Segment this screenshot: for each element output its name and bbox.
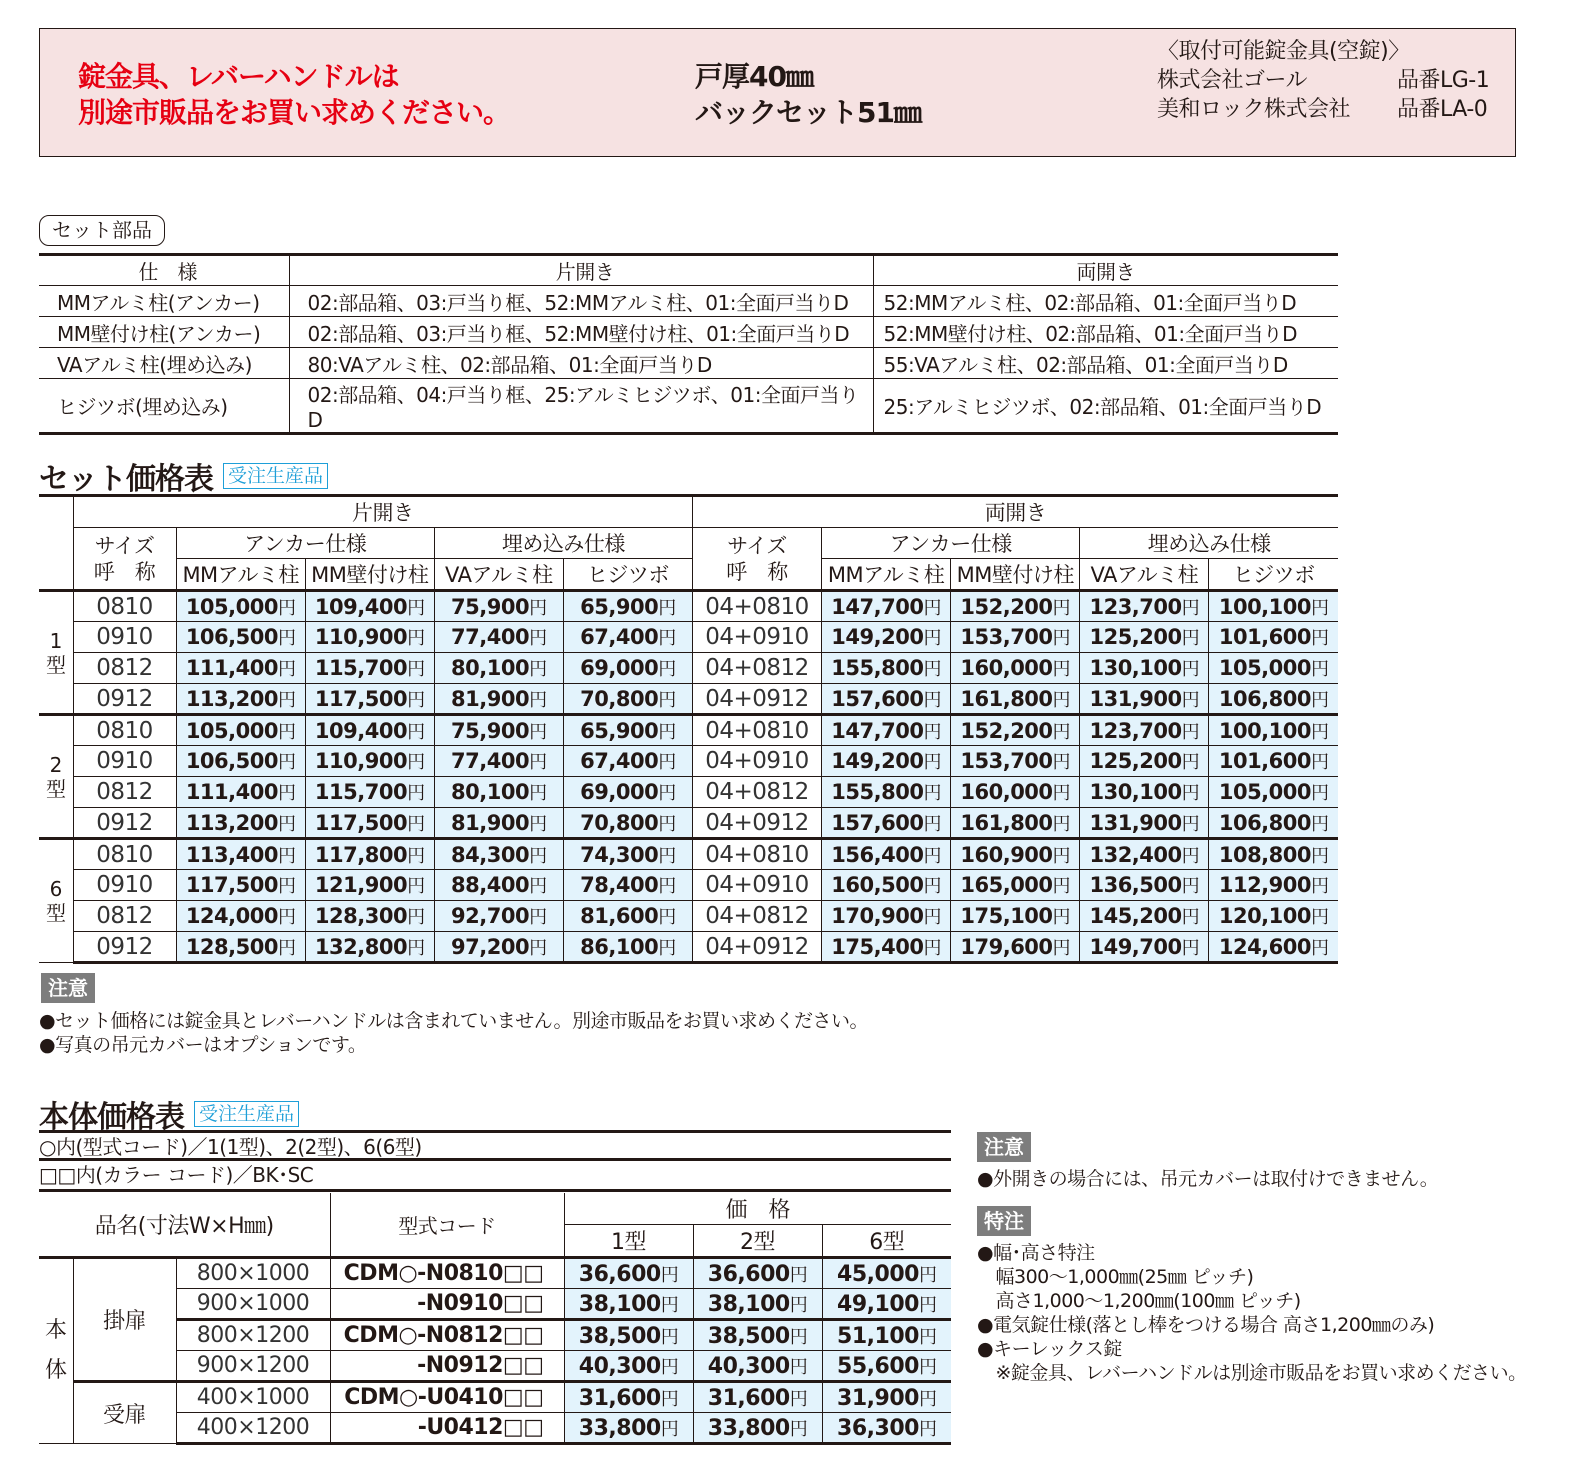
price-cell: 106,500円 xyxy=(176,746,305,777)
price-cell: 149,200円 xyxy=(822,746,951,777)
caution-notes: ●外開きの場合には、吊元カバーは取付けできません。 xyxy=(977,1168,1439,1190)
price-cell: 131,900円 xyxy=(1080,684,1209,715)
type-label: 6 型 xyxy=(39,839,73,963)
compatible-locks: 〈取付可能錠金具(空錠)〉 株式会社ゴール 品番LG-1 美和ロック株式会社 品番LA-0 xyxy=(1157,39,1490,122)
set-price-table: 片開き 両開き サイズ 呼 称 アンカー仕様 埋め込み仕様 サイズ 呼 称 アンカー仕様 埋め込み仕様 MMアルミ柱 MM壁付け柱 VAアルミ柱 ヒジツボ MMアルミ柱 MM壁付け柱 VAアルミ柱 ヒジツボ 1 型 0810 105,000円 109,400円 75,900円 65,900円 04+0810 147,700円 152,200円 123,700円 100,100円 0910 106,500円 110,900円 77,400円 67,400円 04+0910 149,200円 153,700円 125,200円 101,600円 0812 111,400円 115,700円 80,100円 69,000円 04+0812 155,800円 160,000円 130,100円 105,000円 0912 113,200円 117,500円 81,900円 70,800円 04+0912 157,600円 161,800円 131,900円 106,800円 2 型 0810 105,000円 109,400円 75,900円 65,900円 04+0810 147,700円 152,200円 123,700円 100,100円 0910 106,500円 110,900円 77,400円 67,400円 04+0910 149,200円 153,700円 125,200円 101,600円 0812 111,400円 115,700円 80,100円 69,000円 04+0812 155,800円 160,000円 130,100円 105,000円 0912 113,200円 117,500円 81,900円 70,800円 04+0912 157,600円 161,800円 131,900円 106,800円 6 型 0810 113,400円 117,800円 84,300円 74,300円 04+0810 156,400円 160,900円 132,400円 108,800円 0910 117,500円 121,900円 88,400円 78,400円 04+0910 160,500円 165,000円 136,500円 112,900円 0812 124,000円 128,300円 92,700円 81,600円 04+0812 170,900円 175,100円 145,200円 120,100円 0912 128,500円 132,800円 97,200円 86,100円 04+0912 175,400円 179,600円 149,700円 124,600円 xyxy=(39,494,1338,964)
category-label: 本 体 xyxy=(39,1258,73,1444)
column-header: MM壁付け柱 xyxy=(305,559,434,591)
set-parts-label: セット部品 xyxy=(39,215,165,246)
price-cell: 117,500円 xyxy=(305,684,434,715)
price-cell: 31,900円 xyxy=(822,1382,951,1413)
price-cell: 77,400円 xyxy=(434,746,563,777)
set-parts-table: 仕 様 片開き 両開き MMアルミ柱(アンカー) 02:部品箱、03:戸当り框、52:MMアルミ柱、01:全面戸当りD 52:MMアルミ柱、02:部品箱、01:全面戸当りD MM壁付け柱(アンカー) 02:部品箱、03:戸当り框、52:MM壁付け柱、01:全面戸当りD 52:MM壁付け柱、02:部品箱、01:全面戸当りD VAアルミ柱(埋め込み) 80:VAアルミ柱、02:部品箱、01:全面戸当りD 55:VAアルミ柱、02:部品箱、01:全面戸当りD ヒジツボ(埋め込み) 02:部品箱、04:戸当り框、25:アルミヒジツボ、01:全面戸当りD 25:アルミヒジツボ、02:部品箱、01:全面戸当りD xyxy=(39,253,1338,435)
type-header: 2型 xyxy=(693,1225,822,1258)
price-cell: 124,000円 xyxy=(176,901,305,932)
body-row: 900×1200 -N0912□□ 40,300円 40,300円 55,600円 xyxy=(39,1351,951,1382)
price-cell: 74,300円 xyxy=(563,839,692,870)
price-cell: 77,400円 xyxy=(434,622,563,653)
price-cell: 153,700円 xyxy=(951,746,1080,777)
price-cell: 152,200円 xyxy=(951,715,1080,746)
price-cell: 156,400円 xyxy=(822,839,951,870)
price-row: 6 型 0810 113,400円 117,800円 84,300円 74,300円 04+0810 156,400円 160,900円 132,400円 108,800円 xyxy=(39,839,1338,870)
info-banner xyxy=(39,28,1516,157)
parts-row: VAアルミ柱(埋め込み) 80:VAアルミ柱、02:部品箱、01:全面戸当りD 55:VAアルミ柱、02:部品箱、01:全面戸当りD xyxy=(39,348,1338,379)
price-cell: 105,000円 xyxy=(176,591,305,622)
price-cell: 155,800円 xyxy=(822,777,951,808)
price-cell: 33,800円 xyxy=(693,1413,822,1444)
price-row: 0912 113,200円 117,500円 81,900円 70,800円 04+0912 157,600円 161,800円 131,900円 106,800円 xyxy=(39,808,1338,839)
set-notes: ●セット価格には錠金具とレバーハンドルは含まれていません。別途市販品をお買い求めください。 ●写真の吊元カバーはオプションです。 xyxy=(39,1010,868,1056)
price-cell: 161,800円 xyxy=(951,684,1080,715)
price-cell: 147,700円 xyxy=(822,715,951,746)
price-cell: 113,200円 xyxy=(176,808,305,839)
price-cell: 97,200円 xyxy=(434,932,563,963)
price-row: 0812 111,400円 115,700円 80,100円 69,000円 04+0812 155,800円 160,000円 130,100円 105,000円 xyxy=(39,653,1338,684)
price-cell: 31,600円 xyxy=(693,1382,822,1413)
price-cell: 40,300円 xyxy=(564,1351,693,1382)
price-cell: 115,700円 xyxy=(305,777,434,808)
price-cell: 111,400円 xyxy=(176,777,305,808)
price-cell: 152,200円 xyxy=(951,591,1080,622)
price-cell: 100,100円 xyxy=(1209,715,1338,746)
price-cell: 80,100円 xyxy=(434,777,563,808)
price-cell: 49,100円 xyxy=(822,1289,951,1320)
price-cell: 92,700円 xyxy=(434,901,563,932)
price-cell: 124,600円 xyxy=(1209,932,1338,963)
price-cell: 70,800円 xyxy=(563,684,692,715)
price-cell: 132,400円 xyxy=(1080,839,1209,870)
price-cell: 105,000円 xyxy=(1209,777,1338,808)
body-row: 受扉 400×1000 CDM○-U0410□□ 31,600円 31,600円 31,900円 xyxy=(39,1382,951,1413)
price-cell: 165,000円 xyxy=(951,870,1080,901)
column-header: MM壁付け柱 xyxy=(951,559,1080,591)
caution-label-2: 注意 xyxy=(977,1132,1031,1162)
type-header: 1型 xyxy=(564,1225,693,1258)
door-specs: 戸厚40㎜ バックセット51㎜ xyxy=(695,60,921,129)
price-cell: 149,200円 xyxy=(822,622,951,653)
price-cell: 86,100円 xyxy=(563,932,692,963)
column-header: ヒジツボ xyxy=(1209,559,1338,591)
set-price-title: セット価格表 受注生産品 xyxy=(39,454,328,498)
column-header: VAアルミ柱 xyxy=(434,559,563,591)
price-cell: 125,200円 xyxy=(1080,622,1209,653)
price-cell: 117,500円 xyxy=(305,808,434,839)
body-price-table: 品名(寸法W×H㎜) 型式コード 価 格 1型 2型 6型 本 体 掛扉 800×1000 CDM○-N0810□□ 36,600円 36,600円 45,000円 900×1000 -N0910□□ 38,100円 38,100円 49,100円 800×1200 CDM○-N0812□□ 38,500円 38,500円 51,100円 900×1200 -N0912□□ 40,300円 40,300円 55,600円 受扉 400×1000 CDM○-U0410□□ 31,600円 31,600円 31,900円 400×1200 -U0412□□ 33,800円 33,800円 36,300円 xyxy=(39,1193,951,1445)
body-row: 900×1000 -N0910□□ 38,100円 38,100円 49,100円 xyxy=(39,1289,951,1320)
body-price-title: 本体価格表 受注生産品 xyxy=(39,1092,299,1136)
price-cell: 100,100円 xyxy=(1209,591,1338,622)
price-row: 0912 113,200円 117,500円 81,900円 70,800円 04+0912 157,600円 161,800円 131,900円 106,800円 xyxy=(39,684,1338,715)
price-row: 2 型 0810 105,000円 109,400円 75,900円 65,900円 04+0810 147,700円 152,200円 123,700円 100,100円 xyxy=(39,715,1338,746)
price-cell: 36,600円 xyxy=(564,1258,693,1289)
price-cell: 33,800円 xyxy=(564,1413,693,1444)
price-cell: 175,100円 xyxy=(951,901,1080,932)
price-cell: 111,400円 xyxy=(176,653,305,684)
price-cell: 105,000円 xyxy=(176,715,305,746)
price-cell: 155,800円 xyxy=(822,653,951,684)
price-cell: 108,800円 xyxy=(1209,839,1338,870)
price-cell: 109,400円 xyxy=(305,715,434,746)
price-cell: 69,000円 xyxy=(563,653,692,684)
type-label: 2 型 xyxy=(39,715,73,839)
price-cell: 160,000円 xyxy=(951,777,1080,808)
price-cell: 175,400円 xyxy=(822,932,951,963)
size-header: サイズ 呼 称 xyxy=(692,528,821,591)
price-cell: 136,500円 xyxy=(1080,870,1209,901)
price-cell: 113,400円 xyxy=(176,839,305,870)
price-cell: 153,700円 xyxy=(951,622,1080,653)
price-cell: 101,600円 xyxy=(1209,746,1338,777)
special-order-notes: ●幅･高さ特注 幅300～1,000㎜(25㎜ ピッチ) 高さ1,000～1,200㎜(100㎜ ピッチ) ●電気錠仕様(落とし棒をつける場合 高さ1,200㎜のみ) ●キーレックス錠 ※錠金具、レバーハンドルは別途市販品をお買い求めください。 xyxy=(977,1242,1527,1384)
size-header: サイズ 呼 称 xyxy=(73,528,176,591)
caution-label: 注意 xyxy=(41,973,95,1003)
made-to-order-tag: 受注生産品 xyxy=(194,1101,299,1127)
price-cell: 36,600円 xyxy=(693,1258,822,1289)
price-cell: 123,700円 xyxy=(1080,591,1209,622)
price-cell: 65,900円 xyxy=(563,591,692,622)
price-cell: 117,800円 xyxy=(305,839,434,870)
price-cell: 84,300円 xyxy=(434,839,563,870)
price-cell: 38,100円 xyxy=(693,1289,822,1320)
column-header: MMアルミ柱 xyxy=(176,559,305,591)
price-cell: 131,900円 xyxy=(1080,808,1209,839)
price-cell: 132,800円 xyxy=(305,932,434,963)
price-row: 0912 128,500円 132,800円 97,200円 86,100円 04+0912 175,400円 179,600円 149,700円 124,600円 xyxy=(39,932,1338,963)
price-cell: 67,400円 xyxy=(563,622,692,653)
price-cell: 170,900円 xyxy=(822,901,951,932)
column-header: MMアルミ柱 xyxy=(822,559,951,591)
price-cell: 130,100円 xyxy=(1080,777,1209,808)
price-cell: 45,000円 xyxy=(822,1258,951,1289)
price-row: 0910 106,500円 110,900円 77,400円 67,400円 04+0910 149,200円 153,700円 125,200円 101,600円 xyxy=(39,746,1338,777)
price-cell: 147,700円 xyxy=(822,591,951,622)
code-legend: ○内(型式コード)／1(1型)、2(2型)、6(6型) □□内(カラー コード)／BK･SC xyxy=(39,1130,951,1192)
price-cell: 121,900円 xyxy=(305,870,434,901)
price-cell: 125,200円 xyxy=(1080,746,1209,777)
price-cell: 55,600円 xyxy=(822,1351,951,1382)
price-cell: 112,900円 xyxy=(1209,870,1338,901)
price-cell: 81,900円 xyxy=(434,684,563,715)
price-cell: 78,400円 xyxy=(563,870,692,901)
price-cell: 128,300円 xyxy=(305,901,434,932)
price-cell: 69,000円 xyxy=(563,777,692,808)
price-cell: 128,500円 xyxy=(176,932,305,963)
price-cell: 123,700円 xyxy=(1080,715,1209,746)
price-cell: 113,200円 xyxy=(176,684,305,715)
price-cell: 106,500円 xyxy=(176,622,305,653)
warning-text: 錠金具、レバーハンドルは 別途市販品をお買い求めください。 xyxy=(78,60,511,129)
price-cell: 75,900円 xyxy=(434,715,563,746)
price-cell: 109,400円 xyxy=(305,591,434,622)
parts-row: MMアルミ柱(アンカー) 02:部品箱、03:戸当り框、52:MMアルミ柱、01:全面戸当りD 52:MMアルミ柱、02:部品箱、01:全面戸当りD xyxy=(39,286,1338,317)
column-header: VAアルミ柱 xyxy=(1080,559,1209,591)
price-cell: 36,300円 xyxy=(822,1413,951,1444)
column-header: ヒジツボ xyxy=(563,559,692,591)
price-cell: 106,800円 xyxy=(1209,684,1338,715)
parts-row: ヒジツボ(埋め込み) 02:部品箱、04:戸当り框、25:アルミヒジツボ、01:全面戸当りD 25:アルミヒジツボ、02:部品箱、01:全面戸当りD xyxy=(39,379,1338,434)
price-row: 1 型 0810 105,000円 109,400円 75,900円 65,900円 04+0810 147,700円 152,200円 123,700円 100,100円 xyxy=(39,591,1338,622)
price-cell: 70,800円 xyxy=(563,808,692,839)
price-cell: 120,100円 xyxy=(1209,901,1338,932)
type-label: 1 型 xyxy=(39,591,73,715)
price-cell: 130,100円 xyxy=(1080,653,1209,684)
price-cell: 40,300円 xyxy=(693,1351,822,1382)
price-cell: 88,400円 xyxy=(434,870,563,901)
price-cell: 101,600円 xyxy=(1209,622,1338,653)
price-cell: 160,500円 xyxy=(822,870,951,901)
parts-row: MM壁付け柱(アンカー) 02:部品箱、03:戸当り框、52:MM壁付け柱、01:全面戸当りD 52:MM壁付け柱、02:部品箱、01:全面戸当りD xyxy=(39,317,1338,348)
price-cell: 75,900円 xyxy=(434,591,563,622)
price-cell: 31,600円 xyxy=(564,1382,693,1413)
body-row: 800×1200 CDM○-N0812□□ 38,500円 38,500円 51,100円 xyxy=(39,1320,951,1351)
price-cell: 67,400円 xyxy=(563,746,692,777)
price-cell: 160,900円 xyxy=(951,839,1080,870)
price-cell: 80,100円 xyxy=(434,653,563,684)
price-cell: 81,600円 xyxy=(563,901,692,932)
price-cell: 38,500円 xyxy=(693,1320,822,1351)
price-row: 0910 106,500円 110,900円 77,400円 67,400円 04+0910 149,200円 153,700円 125,200円 101,600円 xyxy=(39,622,1338,653)
price-cell: 117,500円 xyxy=(176,870,305,901)
price-cell: 38,100円 xyxy=(564,1289,693,1320)
price-cell: 65,900円 xyxy=(563,715,692,746)
price-cell: 81,900円 xyxy=(434,808,563,839)
price-row: 0812 124,000円 128,300円 92,700円 81,600円 04+0812 170,900円 175,100円 145,200円 120,100円 xyxy=(39,901,1338,932)
price-cell: 149,700円 xyxy=(1080,932,1209,963)
price-row: 0910 117,500円 121,900円 88,400円 78,400円 04+0910 160,500円 165,000円 136,500円 112,900円 xyxy=(39,870,1338,901)
body-row: 本 体 掛扉 800×1000 CDM○-N0810□□ 36,600円 36,600円 45,000円 xyxy=(39,1258,951,1289)
made-to-order-tag: 受注生産品 xyxy=(223,463,328,489)
price-cell: 110,900円 xyxy=(305,622,434,653)
price-cell: 38,500円 xyxy=(564,1320,693,1351)
price-cell: 161,800円 xyxy=(951,808,1080,839)
price-cell: 160,000円 xyxy=(951,653,1080,684)
price-cell: 157,600円 xyxy=(822,684,951,715)
price-cell: 51,100円 xyxy=(822,1320,951,1351)
special-order-label: 特注 xyxy=(977,1206,1031,1236)
body-row: 400×1200 -U0412□□ 33,800円 33,800円 36,300円 xyxy=(39,1413,951,1444)
price-cell: 179,600円 xyxy=(951,932,1080,963)
price-cell: 157,600円 xyxy=(822,808,951,839)
price-cell: 105,000円 xyxy=(1209,653,1338,684)
price-cell: 145,200円 xyxy=(1080,901,1209,932)
compatible-row: 株式会社ゴール 品番LG-1 xyxy=(1157,68,1490,93)
price-cell: 115,700円 xyxy=(305,653,434,684)
compatible-row: 美和ロック株式会社 品番LA-0 xyxy=(1157,97,1488,122)
price-cell: 106,800円 xyxy=(1209,808,1338,839)
type-header: 6型 xyxy=(822,1225,951,1258)
price-row: 0812 111,400円 115,700円 80,100円 69,000円 04+0812 155,800円 160,000円 130,100円 105,000円 xyxy=(39,777,1338,808)
price-cell: 110,900円 xyxy=(305,746,434,777)
